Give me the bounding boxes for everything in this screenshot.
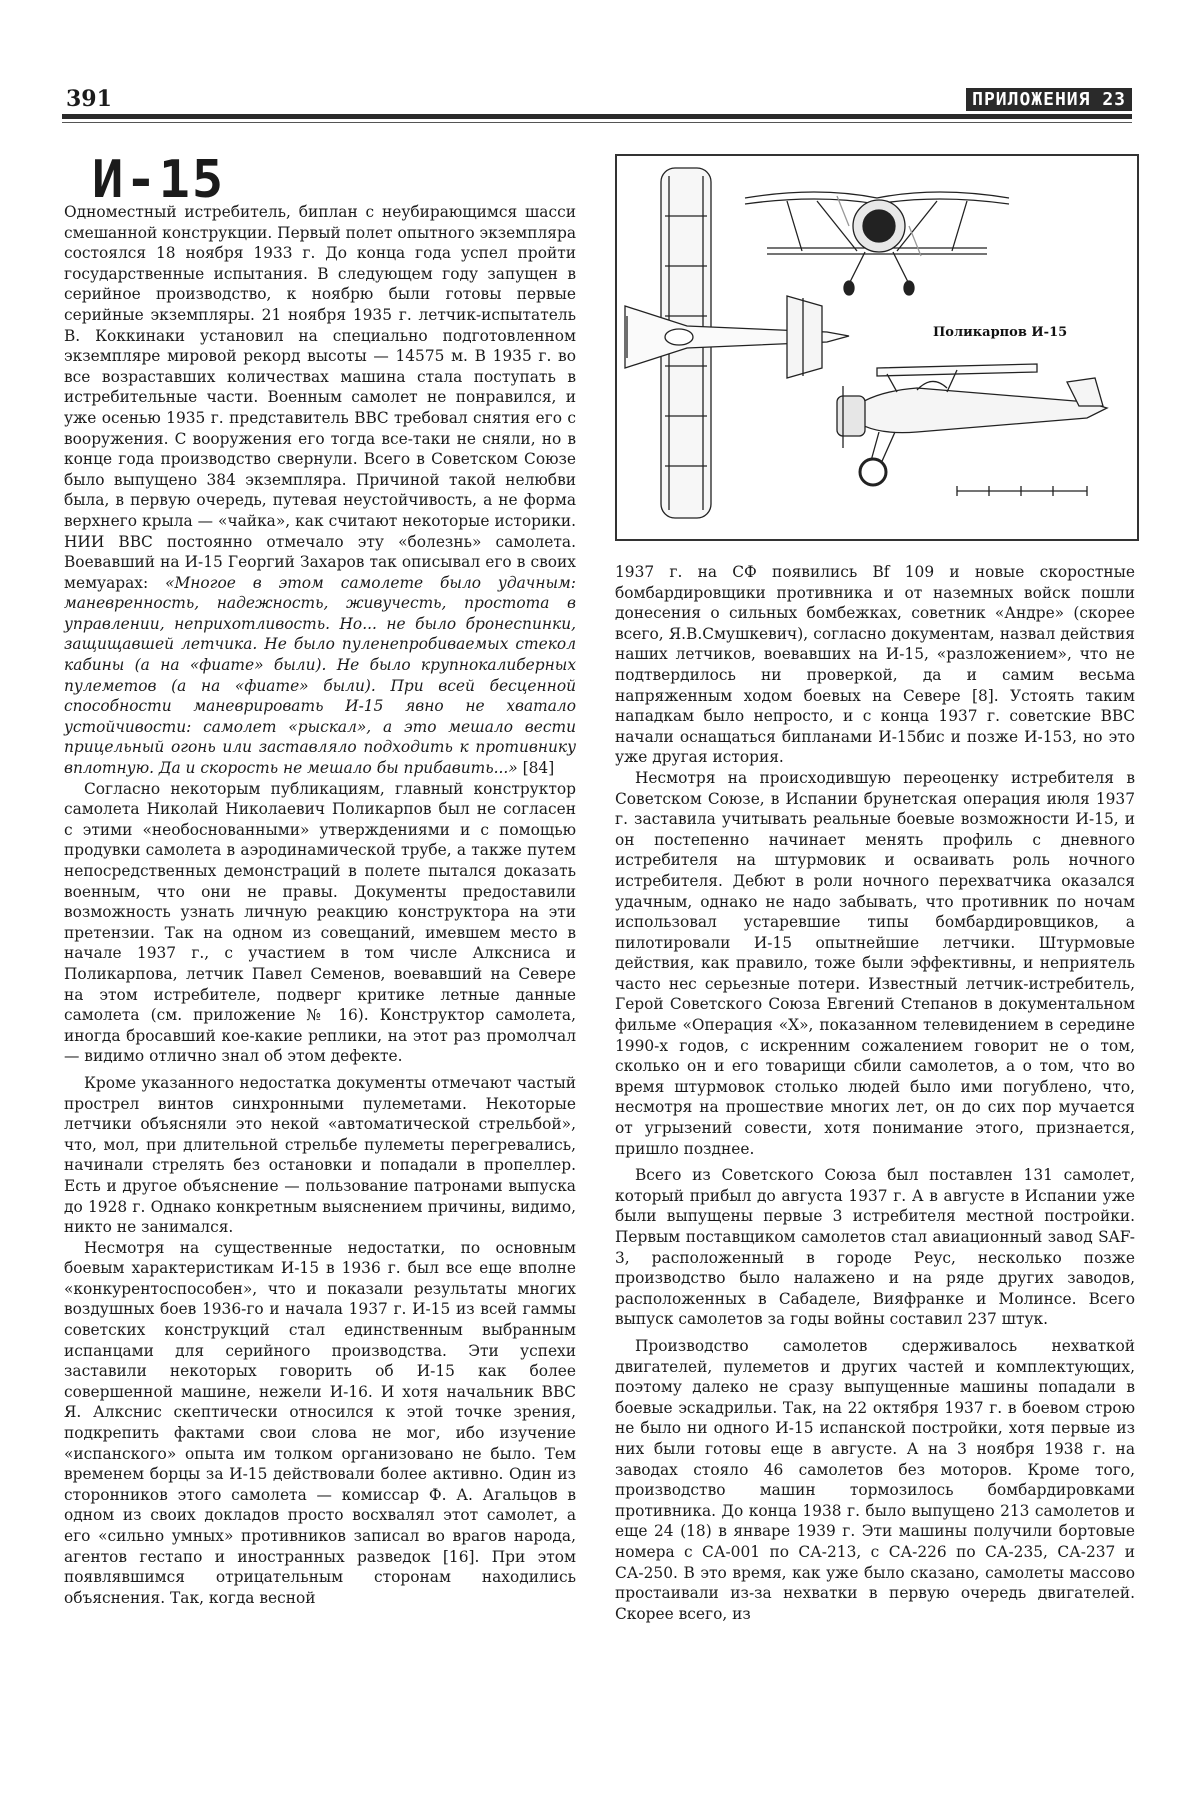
paragraph: Кроме указанного недостатка документы отмечают частый прострел винтов синхронными пулеметами. Некоторые летчики объясняли это некой «автоматической стрельбой», что, мол, при длительной стрельбе пулеметы перегревались, начинали стрелять без остановки и попадали в пропеллер. Есть и другое объяснение — пользование патронами выпуска до 1928 г. Однако конкретным выяснением причины, видимо, никто не занимался. <box>64 1073 576 1237</box>
plan-view <box>625 168 849 518</box>
front-view <box>745 192 1009 295</box>
aircraft-drawing-figure <box>615 154 1139 541</box>
paragraph <box>64 202 576 779</box>
article-title: И-15 <box>92 150 226 210</box>
paragraph: Всего из Советского Союза был поставлен 131 самолет, который прибыл до августа 1937 г. А в августе в Испании уже были выпущены первые 3 истребителя местной постройки. Первым поставщиком самолетов стал авиационный завод SAF-3, расположенный в городе Реус, несколько позже производство было налажено и на ряде других заводов, расположенных в Сабаделе, Вияфранке и Молинсе. Всего выпуск самолетов за годы войны составил 237 штук. <box>615 1166 1135 1329</box>
figure-caption: Поликарпов И-15 <box>933 325 1068 340</box>
paragraph: Несмотря на происходившую переоценку истребителя в Советском Союзе, в Испании брунетская операция июля 1937 г. заставила учитывать реальные боевые возможности И-15, и он постепенно начинает менять профиль с дневного истребителя на штурмовик и осваивать роль ночного истребителя. Дебют в роли ночного перехватчика оказался удачным, однако не надо забывать, что противник по ночам использовал устаревшие типы бомбардировщиков, а пилотировали И-15 опытнейшие летчики. Штурмовые действия, как правило, тоже были эффективны, и неприятель часто нес серьезные потери. Известный летчик-истребитель, Герой Советского Союза Евгений Степанов в документальном фильме «Операция «Х», показанном телевидением в середине 1990-х годов, с искренним сожалением говорит не о том, сколько он и его товарищи сбили самолетов, а о том, что во время штурмовок столько людей было ими погублено, что, несмотря на прошествие многих лет, он до сих пор мучается от угрызений совести, хотя понимание этого, признается, пришло позднее. <box>615 768 1135 1158</box>
quote-reference: [84] <box>517 759 555 778</box>
right-column <box>615 562 1135 1624</box>
paragraph: 1937 г. на СФ появились Bf 109 и новые скоростные бомбардировщики противника и от наземных войск пошли донесения о сильных бомбежках, советник «Андре» (скорее всего, Я.В.Смушкевич), согласно документам, назвал действия наших летчиков, воевавших на И-15, «разложением», что не подтвердилось ни проверкой, да и самим весьма напряженным ходом боевых на Севере [8]. Устоять таким нападкам было непросто, и с конца 1937 г. советские ВВС начали оснащаться бипланами И-15бис и позже И-153, но это уже другая история. <box>615 563 1135 767</box>
section-label: ПРИЛОЖЕНИЯ 23 <box>966 88 1132 111</box>
side-view <box>837 364 1107 496</box>
page-number: 391 <box>66 86 112 112</box>
paragraph: Согласно некоторым публикациям, главный конструктор самолета Николай Николаевич Поликарпов был не согласен с этими «необоснованными» утверждениями и с помощью продувки самолета в аэродинамической трубе, а также путем непосредственных демонстраций в полете пытался доказать военным, что они не правы. Документы предоставили возможность узнать личную реакцию конструктора на эти претензии. Так на одном из совещаний, имевшем место в начале 1937 г., с участием в том числе Алксниса и Поликарпова, летчик Павел Семенов, воевавший на Севере на этом истребителе, подверг критике летные данные самолета (см. приложение № 16). Конструктор самолета, иногда бросавший кое-какие реплики, на этот раз промолчал — видимо отлично знал об этом дефекте. <box>64 779 576 1066</box>
memoir-quote: «Многое в этом самолете было удачным: маневренность, надежность, живучесть, простота в управлении, неприхотливость. Но... не было бронеспинки, защищавшей летчика. Не было пуленепробиваемых стекол кабины (а на «фиате» были). Не было крупнокалиберных пулеметов (а на «фиате» были). При всей бесценной способности маневрировать И-15 явно не хватало устойчивости: самолет «рыскал», а это мешало вести прицельный огонь или заставляло подходить к противнику вплотную. Да и скорость не мешало бы прибавить...» <box>64 573 576 778</box>
i15-three-view-drawing <box>617 156 1137 539</box>
left-column <box>64 202 576 1608</box>
paragraph-text: Одноместный истребитель, биплан с неубирающимся шасси смешанной конструкции. Первый полет опытного экземпляра состоялся 18 ноября 1933 г. До конца года успел пройти государственные испытания. В следующем году запущен в серийное производство, к ноябрю были готовы первые серийные экземпляры. 21 ноября 1935 г. летчик-испытатель В. Коккинаки установил на специально подготовленном экземпляре мировой рекорд высоты — 14575 м. В 1935 г. во все возраставших количествах машина стала поступать в истребительные части. Военным самолет не понравился, и уже осенью 1935 г. представитель ВВС требовал снятия его с вооружения. С вооружения его тогда все-таки не сняли, но в конце года производство свернули. Всего в Советском Союзе было выпущено 384 экземпляра. Причиной такой нелюбви была, в первую очередь, путевая неустойчивость, а не форма верхнего крыла — «чайка», как считают некоторые историки. НИИ ВВС постоянно отмечало эту «болезнь» самолета. Воевавший на И-15 Георгий Захаров так описывал его в своих мемуарах: <box>64 203 576 592</box>
header-rule-thin <box>62 122 1132 123</box>
paragraph: Несмотря на существенные недостатки, по основным боевым характеристикам И-15 в 1936 г. был все еще вполне «конкурентоспособен», что и показали результаты многих воздушных боев 1936-го и начала 1937 г. И-15 из всей гаммы советских конструкций стал единственным выбранным испанцами для серийного производства. Эти успехи заставили некоторых говорить об И-15 как более совершенной машине, нежели И-16. И хотя начальник ВВС Я. Алкснис скептически относился к этой точке зрения, подкрепить фактами свои слова не мог, ибо изучение «испанского» опыта им толком организовано не было. Тем временем борцы за И-15 действовали более активно. Один из сторонников этого самолета — комиссар Ф. А. Агальцов в одном из своих докладов просто восхвалял этот самолет, а его «сильно умных» противников записал во врагов народа, агентов гестапо и иностранных разведок [16]. При этом появлявшимся отрицательным сторонам находились объяснения. Так, когда весной <box>64 1238 576 1607</box>
paragraph: Производство самолетов сдерживалось нехваткой двигателей, пулеметов и других частей и комплектующих, поэтому далеко не сразу выпущенные машины попадали в боевые эскадрильи. Так, на 22 октября 1937 г. в боевом строю не было ни одного И-15 испанской постройки, хотя первые из них были готовы еще в августе. А на 3 ноября 1938 г. на заводах стояло 46 самолетов без моторов. Кроме того, производство машин тормозилось бомбардировками противника. До конца 1938 г. было выпущено 213 самолетов и еще 24 (18) в январе 1939 г. Эти машины получили бортовые номера с СА-001 по СА-213, с СА-226 по СА-235, СА-237 и СА-250. В это время, как уже было сказано, самолеты массово простаивали из-за нехватки в первую очередь двигателей. Скорее всего, из <box>615 1336 1135 1623</box>
header-rule <box>62 114 1132 119</box>
